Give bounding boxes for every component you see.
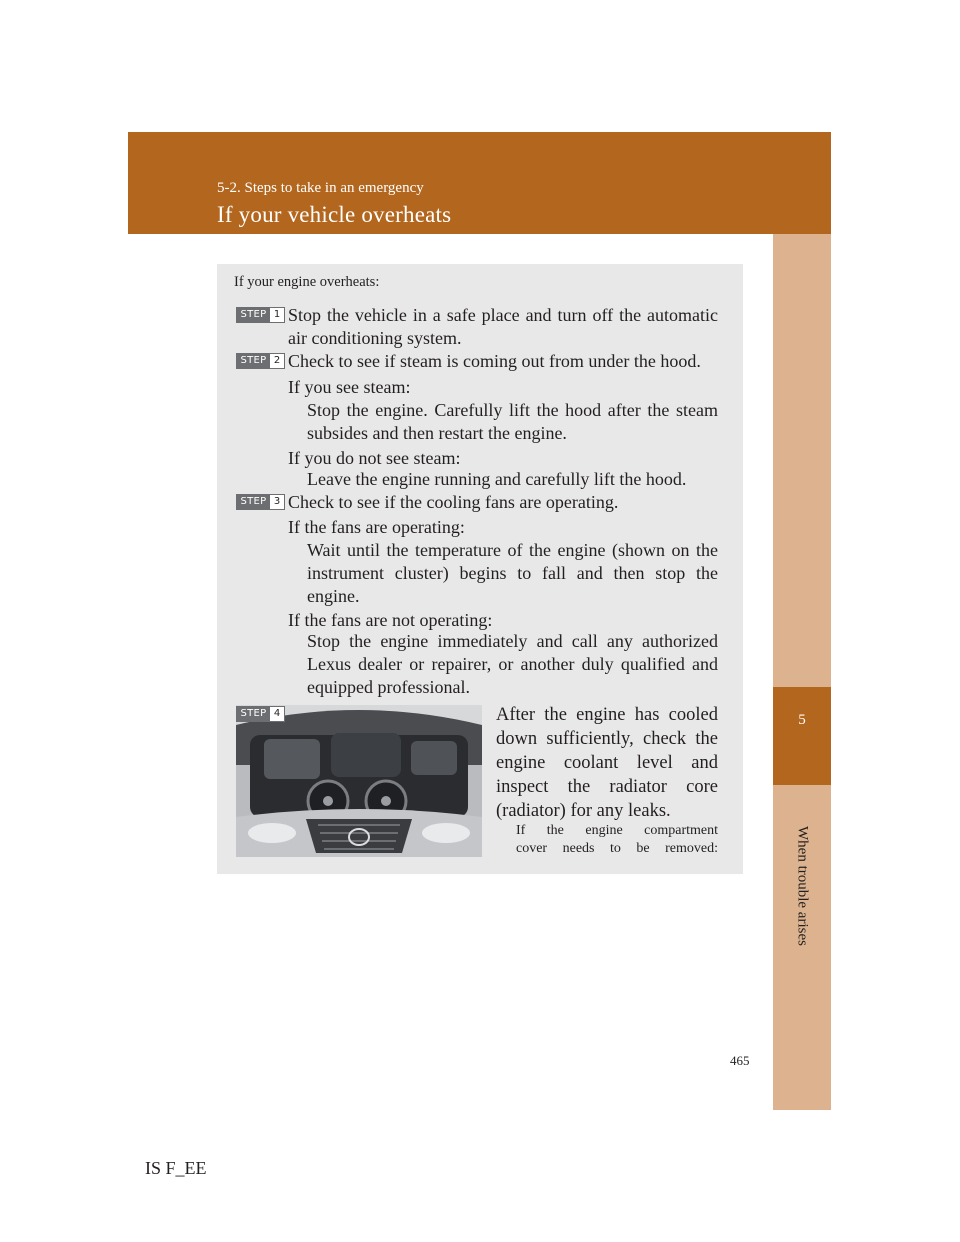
step-3-case-2-line-3: equipped professional.: [307, 677, 470, 697]
step-2-case-2-line-1: Leave the engine running and carefully lift the hood.: [307, 469, 687, 489]
step-4-badge: [236, 706, 285, 722]
step-badge-number: 3: [273, 496, 281, 507]
step-2-case-1-line-2: subsides and then restart the engine.: [307, 423, 567, 443]
chapter-tab: [773, 687, 831, 785]
step-4-line-1: After the engine has cooled: [496, 705, 718, 725]
step-4-line-3: engine coolant level and: [496, 753, 718, 773]
step-2-case-2-label: If you do not see steam:: [288, 448, 461, 468]
step-badge-number: 2: [273, 355, 281, 366]
step-3-case-2-line-1: Stop the engine immediately and call any authorized: [307, 631, 718, 651]
step-3-case-1-line-3: engine.: [307, 586, 360, 606]
step-4-note-line-2: cover needs to be removed:: [516, 841, 718, 856]
step-4-line-2: down sufficiently, check the: [496, 729, 718, 749]
step-badge-number: 4: [273, 708, 281, 719]
chapter-label: When trouble arises: [794, 826, 811, 946]
step-3-badge: [236, 494, 285, 510]
step-badge-word: STEP: [237, 308, 270, 322]
step-3-case-2-line-2: Lexus dealer or repairer, or another duly qualified and: [307, 654, 718, 674]
breadcrumb: 5-2. Steps to take in an emergency: [217, 180, 424, 196]
step-2-case-1-label: If you see steam:: [288, 377, 411, 397]
step-4-line-5: (radiator) for any leaks.: [496, 801, 671, 821]
step-2-case-1-line-1: Stop the engine. Carefully lift the hood after the steam: [307, 400, 718, 420]
step-1-line-1: Stop the vehicle in a safe place and turn off the automatic: [288, 305, 718, 325]
step-badge-word: STEP: [237, 495, 270, 509]
step-2-text: Check to see if steam is coming out from under the hood.: [288, 351, 701, 371]
side-tab: [773, 234, 831, 1110]
intro-text: If your engine overheats:: [234, 274, 380, 290]
step-2-badge: [236, 353, 285, 369]
engine-bay-illustration: [236, 705, 482, 857]
step-4-note-line-1: If the engine compartment: [516, 823, 718, 838]
step-3-case-1-line-2: instrument cluster) begins to fall and then stop the: [307, 563, 718, 583]
page-number: 465: [730, 1053, 750, 1068]
step-badge-number: 1: [273, 309, 281, 320]
step-3-text: Check to see if the cooling fans are operating.: [288, 492, 619, 512]
step-1-badge: [236, 307, 285, 323]
engine-bay-photo: [236, 705, 482, 857]
page-title: If your vehicle overheats: [217, 202, 452, 227]
step-1-line-2: air conditioning system.: [288, 328, 462, 348]
step-3-case-1-label: If the fans are operating:: [288, 517, 465, 537]
footer-code: IS F_EE: [145, 1158, 207, 1178]
step-badge-word: STEP: [237, 354, 270, 368]
step-3-case-1-line-1: Wait until the temperature of the engine (shown on the: [307, 540, 718, 560]
chapter-number: 5: [798, 712, 806, 728]
step-3-case-2-label: If the fans are not operating:: [288, 610, 493, 630]
step-badge-word: STEP: [237, 707, 270, 721]
step-4-line-4: inspect the radiator core: [496, 777, 718, 797]
